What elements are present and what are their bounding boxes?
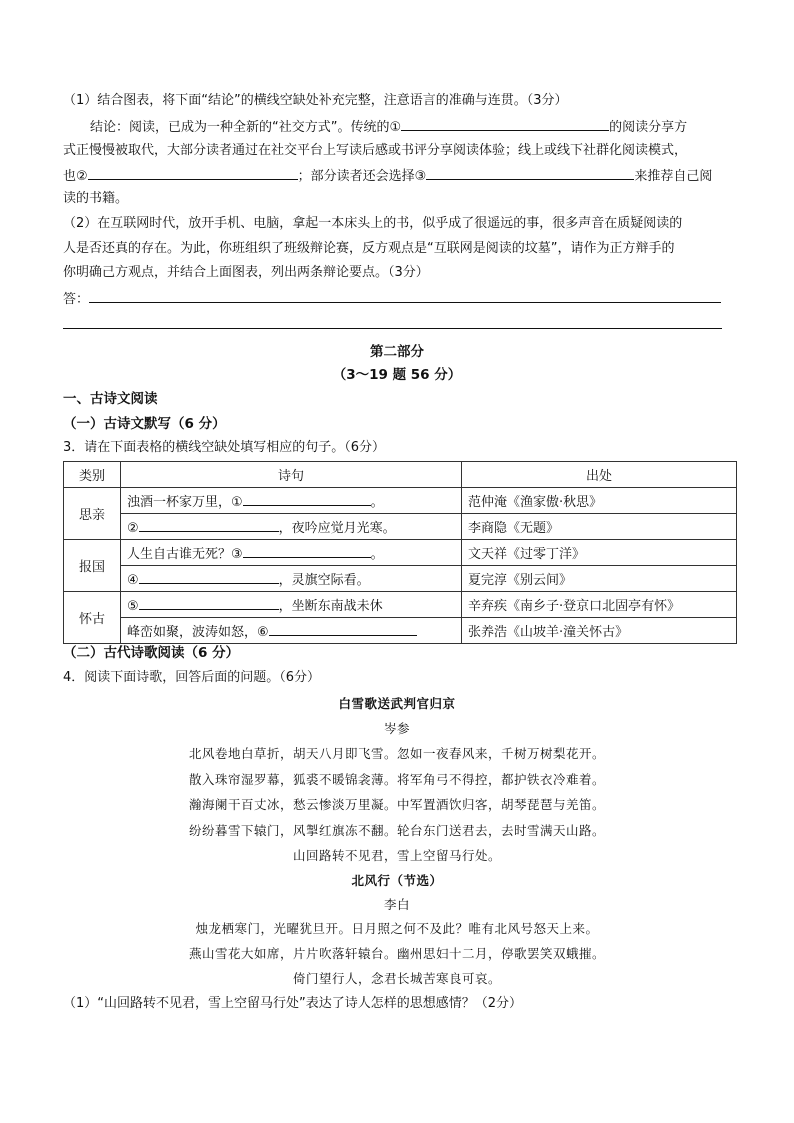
q2-line1: （2）在互联网时代，放开手机、电脑，拿起一本床头上的书，似乎成了很遥远的事，很多声音在质疑阅读的 — [63, 216, 683, 231]
poem2-line: 倚门望行人，念君长城苦寒良可哀。 — [292, 971, 501, 986]
blank-table-1[interactable] — [243, 491, 371, 506]
blank-table-6[interactable] — [269, 621, 417, 636]
table-row — [64, 566, 737, 592]
table-row — [64, 592, 737, 618]
verse-text: ，坐断东南战未休 — [278, 599, 383, 614]
poem2-title: 北风行（节选） — [351, 873, 443, 888]
verse-text: ⑤ — [127, 599, 139, 614]
blank-2[interactable] — [88, 165, 298, 180]
poem1-title: 白雪歌送武判官归京 — [338, 696, 456, 711]
q1-line3-text-a: 也② — [63, 169, 88, 184]
q1-line4: 读的书籍。 — [63, 191, 129, 206]
verse-cell — [121, 618, 462, 644]
poem1-line: 北风卷地白草折，胡天八月即飞雪。忽如一夜春风来，千树万树梨花开。 — [188, 746, 605, 761]
q1-line1-text-a: 结论：阅读，已成为一种全新的“社交方式”。传统的① — [90, 120, 402, 135]
source-cell: 范仲淹《渔家傲·秋思》 — [462, 488, 737, 514]
q1-line3-text-c: 来推荐自己阅 — [634, 169, 713, 184]
header-source: 出处 — [462, 462, 737, 488]
verse-text: ④ — [127, 573, 139, 588]
q2-line3: 你明确己方观点，并结合上面图表，列出两条辩论要点。（3分） — [63, 265, 429, 280]
q1-line3-text-b: ；部分读者还会选择③ — [297, 169, 427, 184]
poem1-line: 纷纷暮雪下辕门，风掣红旗冻不翻。轮台东门送君去，去时雪满天山路。 — [188, 823, 605, 838]
blank-table-3[interactable] — [243, 543, 371, 558]
verse-text: 。 — [370, 495, 384, 510]
answer-line-1[interactable] — [89, 288, 721, 303]
verse-text: 峰峦如聚，波涛如怒，⑥ — [127, 625, 269, 640]
source-cell: 文天祥《过零丁洋》 — [462, 540, 737, 566]
verse-cell — [121, 566, 462, 592]
source-cell: 李商隐《无题》 — [462, 514, 737, 540]
blank-table-2[interactable] — [139, 517, 279, 532]
q1-conclusion-line1 — [90, 116, 687, 138]
part2-subtitle: （3～19 题 56 分） — [332, 367, 462, 383]
verse-text: 。 — [370, 547, 384, 562]
verse-cell — [121, 540, 462, 566]
verse-text: ，夜吟应觉月光寒。 — [278, 521, 396, 536]
q4-sub1: （1）“山回路转不见君，雪上空留马行处”表达了诗人怎样的思想感情？（2分） — [63, 996, 523, 1011]
header-verse: 诗句 — [121, 462, 462, 488]
poem-fill-table — [63, 461, 737, 644]
q3-prompt: 3．请在下面表格的横线空缺处填写相应的句子。（6分） — [63, 440, 386, 455]
blank-table-4[interactable] — [139, 569, 279, 584]
table-row — [64, 618, 737, 644]
table-row — [64, 488, 737, 514]
category-cell: 思亲 — [64, 488, 121, 540]
q2-answer — [63, 288, 721, 310]
q1-conclusion-line3 — [63, 165, 712, 187]
part2-title: 第二部分 — [370, 344, 424, 360]
poem1-line: 山回路转不见君，雪上空留马行处。 — [292, 848, 501, 863]
section1-title: 一、古诗文阅读 — [63, 391, 158, 407]
poem1-line: 散入珠帘湿罗幕，狐裘不暖锦衾薄。将军角弓不得控，都护铁衣冷难着。 — [188, 772, 605, 787]
q2-line2: 人是否还真的存在。为此，你班组织了班级辩论赛，反方观点是“互联网是阅读的坟墓”，请作为正方辩手的 — [63, 241, 675, 256]
answer-label: 答： — [63, 292, 90, 307]
table-row — [64, 540, 737, 566]
verse-text: ，灵旗空际看。 — [278, 573, 370, 588]
poem2-author: 李白 — [383, 897, 410, 912]
blank-3[interactable] — [426, 165, 634, 180]
blank-1[interactable] — [401, 116, 609, 131]
verse-text: ② — [127, 521, 139, 536]
q1-line2: 式正慢慢被取代，大部分读者通过在社交平台上写读后感或书评分享阅读体验；线上或线下社群化阅读模式， — [63, 143, 688, 158]
source-cell: 夏完淳《别云间》 — [462, 566, 737, 592]
table-header-row — [64, 462, 737, 488]
verse-text: 浊酒一杯家万里，① — [127, 495, 243, 510]
table-row — [64, 514, 737, 540]
verse-cell — [121, 514, 462, 540]
verse-cell — [121, 592, 462, 618]
poem2-line: 燕山雪花大如席，片片吹落轩辕台。幽州思妇十二月，停歌罢笑双蛾摧。 — [188, 946, 605, 961]
answer-line-2[interactable] — [63, 328, 722, 329]
blank-table-5[interactable] — [139, 595, 279, 610]
verse-cell — [121, 488, 462, 514]
verse-text: 人生自古谁无死？③ — [127, 547, 243, 562]
section1-sub1: （一）古诗文默写（6 分） — [63, 416, 226, 432]
section2-sub2: （二）古代诗歌阅读（6 分） — [63, 645, 240, 661]
poem1-line: 瀚海阑干百丈冰，愁云惨淡万里凝。中军置酒饮归客，胡琴琵琶与羌笛。 — [188, 797, 605, 812]
poem1-author: 岑参 — [383, 721, 410, 736]
q4-prompt: 4．阅读下面诗歌，回答后面的问题。（6分） — [63, 670, 321, 685]
header-category: 类别 — [64, 462, 121, 488]
q1-line1-text-b: 的阅读分享方 — [609, 120, 688, 135]
source-cell: 辛弃疾《南乡子·登京口北固亭有怀》 — [462, 592, 737, 618]
source-cell: 张养浩《山坡羊·潼关怀古》 — [462, 618, 737, 644]
q1-prompt: （1）结合图表，将下面“结论”的横线空缺处补充完整，注意语言的准确与连贯。（3分） — [63, 93, 568, 108]
category-cell: 怀古 — [64, 592, 121, 644]
category-cell: 报国 — [64, 540, 121, 592]
poem2-line: 烛龙栖寒门，光曜犹旦开。日月照之何不及此？唯有北风号怒天上来。 — [195, 921, 599, 936]
